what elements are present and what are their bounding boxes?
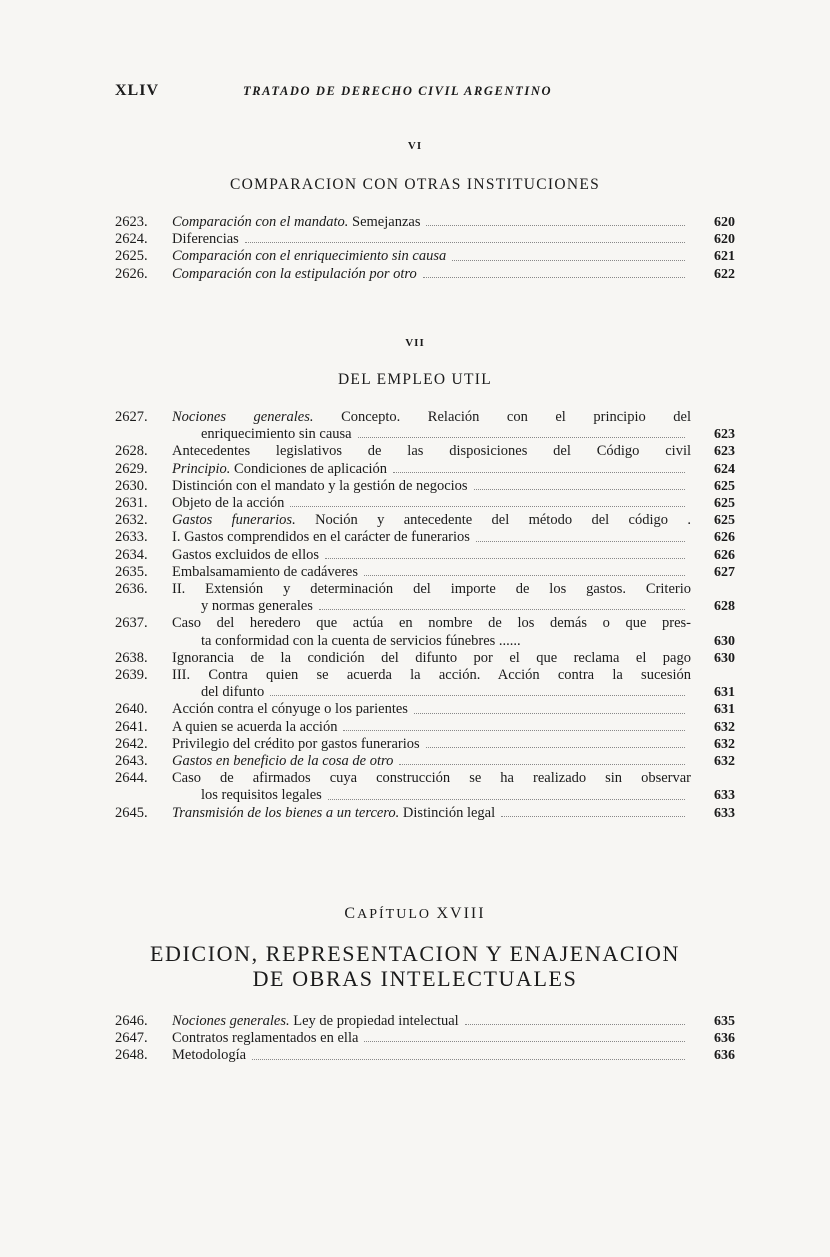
- entry-title: [172, 443, 691, 459]
- entry-text: [172, 529, 691, 546]
- leader-dots: [501, 805, 685, 817]
- page-ref: 623: [714, 444, 735, 460]
- entry-title-part: Antecedentes legislativos de las disposiciones del Código civil: [172, 443, 691, 460]
- entry-title-part: Embalsamamiento de cadáveres: [172, 563, 359, 580]
- toc-entry: [115, 409, 735, 443]
- toc-entry: [115, 564, 735, 581]
- page-ref: 631: [714, 702, 735, 718]
- page-ref: 625: [714, 513, 735, 529]
- entry-title: [172, 736, 420, 753]
- page-ref: 632: [714, 736, 735, 752]
- page-ref: 620: [714, 232, 735, 248]
- entry-text: [172, 615, 691, 632]
- entry-number: 2625.: [115, 248, 148, 265]
- entry-number: 2630.: [115, 477, 148, 494]
- entry-text-continued: [201, 426, 691, 443]
- entry-title: [172, 719, 337, 736]
- entry-title-continued: del difunto: [201, 684, 265, 701]
- entry-title-part: Gastos en beneficio de la cosa de otro: [172, 753, 394, 770]
- entry-title: [172, 1030, 358, 1047]
- toc-entry: [115, 266, 735, 283]
- page-ref: 627: [714, 564, 735, 580]
- entry-number: 2628.: [115, 443, 148, 460]
- entry-number: 2629.: [115, 460, 148, 477]
- entry-number: 2636.: [115, 581, 148, 598]
- toc-entry: [115, 701, 735, 718]
- entry-title: [172, 650, 691, 666]
- toc-entry: [115, 512, 735, 529]
- entry-number: 2648.: [115, 1047, 148, 1064]
- entry-title-part: Acción contra el cónyuge o los parientes: [172, 701, 408, 718]
- toc-entry: [115, 495, 735, 512]
- entry-number: 2627.: [115, 409, 148, 425]
- page-ref: 621: [714, 249, 735, 265]
- entry-title-part: Ignorancia de la condición del difunto por el que reclama el pago: [172, 649, 691, 666]
- section-title: COMPARACION CON OTRAS INSTITUCIONES: [229, 176, 601, 193]
- entry-title: [172, 231, 239, 248]
- entry-title: [172, 1047, 246, 1064]
- toc-entry: [115, 736, 735, 753]
- toc-entry: [115, 615, 735, 649]
- entry-title: [172, 701, 408, 718]
- entry-title-part: II. Extensión y determinación del importe de los gastos. Criterio: [172, 581, 691, 598]
- section-number: VI: [407, 140, 423, 152]
- page-ref: 624: [714, 461, 735, 477]
- entry-number: 2645.: [115, 804, 148, 821]
- entry-title-part: Distinción legal: [399, 804, 496, 821]
- toc-list: [115, 214, 735, 283]
- page-ref: 633: [714, 788, 735, 804]
- entry-text: [172, 805, 691, 822]
- toc-entry: [115, 529, 735, 546]
- toc-entry: [115, 581, 735, 615]
- page-ref: 620: [714, 215, 735, 230]
- entry-text: [172, 719, 691, 736]
- leader-dots: [290, 495, 685, 507]
- entry-title: [172, 461, 387, 478]
- toc-entry: [115, 1013, 735, 1030]
- section-number: VII: [405, 337, 425, 349]
- page-ref: 625: [714, 496, 735, 512]
- entry-number: 2626.: [115, 265, 148, 282]
- entry-text: [172, 248, 691, 265]
- entry-text: [172, 231, 691, 248]
- toc-list: [115, 409, 735, 822]
- entry-text: [172, 701, 691, 718]
- entry-text: [172, 1013, 691, 1030]
- entry-text: [172, 650, 691, 667]
- entry-title: [172, 529, 470, 546]
- entry-number: 2647.: [115, 1030, 148, 1047]
- leader-dots: [358, 426, 685, 438]
- page-ref: 632: [714, 719, 735, 735]
- toc-entry: [115, 461, 735, 478]
- page-ref: 630: [714, 633, 735, 649]
- entry-title: [172, 409, 691, 425]
- entry-title-part: Gastos excluidos de ellos: [172, 546, 319, 563]
- entry-number: 2624.: [115, 231, 148, 248]
- toc-entry: [115, 770, 735, 804]
- entry-title-part: Contratos reglamentados en ella: [172, 1030, 359, 1047]
- entry-title-part: A quien se acuerda la acción: [172, 718, 338, 735]
- entry-title-part: Distinción con el mandato y la gestión de negocios: [172, 477, 468, 494]
- leader-dots: [252, 1047, 685, 1059]
- entry-text: [172, 443, 691, 460]
- entry-title-part: Caso de afirmados cuya construcción se ha realizado sin observar: [172, 770, 691, 787]
- entry-title-part: Comparación con la estipulación por otro: [172, 265, 417, 282]
- toc-entry: [115, 248, 735, 265]
- entry-number: 2642.: [115, 735, 148, 752]
- entry-title-part: Ley de propiedad intelectual: [289, 1013, 459, 1029]
- page-ref: 636: [714, 1048, 735, 1064]
- toc-entry: [115, 214, 735, 231]
- entry-text: [172, 461, 691, 478]
- leader-dots: [414, 701, 685, 713]
- entry-text: [172, 770, 691, 787]
- entry-text: [172, 1030, 691, 1047]
- entry-title-part: Comparación con el enriquecimiento sin causa: [172, 248, 447, 265]
- page-ref: 625: [714, 478, 735, 494]
- page-ref: 630: [714, 650, 735, 666]
- entry-number: 2631.: [115, 495, 148, 512]
- page-ref: 633: [714, 805, 735, 821]
- entry-text: [172, 512, 691, 529]
- entry-number: 2637.: [115, 615, 148, 632]
- leader-dots: [423, 266, 685, 278]
- chapter-title: EDICION, REPRESENTACION Y ENAJENACION: [149, 941, 680, 966]
- leader-dots: [245, 231, 685, 243]
- toc-entry: [115, 1030, 735, 1047]
- entry-title: [172, 478, 468, 495]
- entry-title-continued: ta conformidad con la cuenta de servicios fúnebres ......: [201, 632, 521, 649]
- entry-title-part: Nociones generales.: [172, 1013, 290, 1029]
- entry-title: [172, 248, 446, 265]
- page-ref: 623: [714, 427, 735, 443]
- entry-title: [172, 564, 358, 581]
- toc-entry: [115, 753, 735, 770]
- entry-title-part: Principio.: [172, 460, 231, 477]
- leader-dots: [452, 248, 685, 260]
- entry-title-part: Objeto de la acción: [172, 495, 285, 512]
- entry-title-part: Semejanzas: [348, 214, 421, 230]
- leader-dots: [270, 684, 685, 696]
- entry-title-part: Concepto. Relación con el principio del: [313, 409, 691, 425]
- page-ref: 628: [714, 599, 735, 615]
- entry-title: [172, 667, 691, 683]
- entry-text: [172, 581, 691, 598]
- leader-dots: [343, 719, 685, 731]
- entry-number: 2640.: [115, 701, 148, 718]
- entry-title-continued: los requisitos legales: [201, 787, 322, 804]
- running-title: TRATADO DE DERECHO CIVIL ARGENTINO: [243, 84, 553, 98]
- entry-number: 2638.: [115, 649, 148, 666]
- entry-text-continued: [201, 633, 691, 650]
- leader-dots: [393, 461, 685, 473]
- leader-dots: [465, 1013, 685, 1025]
- entry-title: [172, 615, 691, 631]
- entry-number: 2644.: [115, 770, 148, 787]
- leader-dots: [325, 547, 685, 559]
- toc-entry: [115, 547, 735, 564]
- toc-entry: [115, 231, 735, 248]
- leader-dots: [474, 478, 685, 490]
- entry-title-continued: y normas generales: [201, 598, 313, 615]
- entry-title-continued: enriquecimiento sin causa: [201, 426, 352, 443]
- entry-text: [172, 753, 691, 770]
- entry-text: [172, 478, 691, 495]
- entry-title: [172, 266, 417, 283]
- entry-text: [172, 547, 691, 564]
- page-number: XLIV: [115, 82, 160, 99]
- leader-dots: [364, 1030, 685, 1042]
- entry-text-continued: [201, 598, 691, 615]
- chapter-label: CAPÍTULO XVIII: [344, 905, 486, 922]
- entry-text: [172, 1047, 691, 1064]
- entry-text: [172, 409, 691, 426]
- entry-number: 2634.: [115, 546, 148, 563]
- page-ref: 635: [714, 1014, 735, 1029]
- entry-title-part: I. Gastos comprendidos en el carácter de funerarios: [172, 529, 470, 546]
- leader-dots: [476, 529, 685, 541]
- entry-number: 2632.: [115, 512, 148, 529]
- entry-title-part: Comparación con el mandato.: [172, 214, 349, 230]
- entry-text: [172, 564, 691, 581]
- entry-title-part: Nociones generales.: [172, 409, 314, 425]
- entry-title: [172, 512, 691, 528]
- leader-dots: [328, 787, 685, 799]
- entry-text: [172, 667, 691, 684]
- page-ref: 636: [714, 1031, 735, 1047]
- entry-title-part: Metodología: [172, 1047, 247, 1064]
- entry-title: [172, 753, 393, 770]
- entry-title-part: Diferencias: [172, 231, 239, 248]
- toc-entry: [115, 805, 735, 822]
- entry-title-part: Caso del heredero que actúa en nombre de los demás o que pres-: [172, 615, 691, 632]
- toc-entry: [115, 478, 735, 495]
- entry-text: [172, 266, 691, 283]
- entry-title: [172, 770, 691, 786]
- entry-text-continued: [201, 684, 691, 701]
- entry-title: [172, 805, 495, 822]
- entry-title: [172, 214, 420, 231]
- entry-number: 2623.: [115, 214, 148, 230]
- entry-text: [172, 495, 691, 512]
- entry-number: 2635.: [115, 563, 148, 580]
- entry-title-part: Noción y antecedente del método del código .: [295, 512, 691, 529]
- entry-title: [172, 547, 319, 564]
- page-ref: 626: [714, 547, 735, 563]
- entry-title: [172, 581, 691, 597]
- entry-number: 2639.: [115, 667, 148, 684]
- toc-entry: [115, 667, 735, 701]
- entry-number: 2633.: [115, 529, 148, 546]
- entry-title-part: Condiciones de aplicación: [230, 460, 388, 477]
- entry-text: [172, 736, 691, 753]
- leader-dots: [426, 214, 685, 226]
- toc-entry: [115, 650, 735, 667]
- leader-dots: [319, 598, 685, 610]
- entry-title-part: Privilegio del crédito por gastos funerarios: [172, 735, 420, 752]
- entry-title-part: III. Contra quien se acuerda la acción. Acción contra la sucesión: [172, 667, 691, 684]
- entry-title-part: Transmisión de los bienes a un tercero.: [172, 804, 400, 821]
- entry-number: 2641.: [115, 718, 148, 735]
- page-ref: 631: [714, 685, 735, 701]
- entry-text: [172, 214, 691, 231]
- toc-entry: [115, 719, 735, 736]
- leader-dots: [364, 564, 685, 576]
- entry-number: 2643.: [115, 753, 148, 770]
- running-header: [115, 82, 735, 104]
- entry-number: 2646.: [115, 1013, 148, 1029]
- toc-list: [115, 1013, 735, 1065]
- entry-text-continued: [201, 787, 691, 804]
- chapter-title: DE OBRAS INTELECTUALES: [252, 966, 578, 991]
- entry-title-part: Gastos funerarios.: [172, 512, 296, 529]
- entry-title: [172, 1013, 459, 1030]
- page-ref: 622: [714, 266, 735, 282]
- page-ref: 626: [714, 530, 735, 546]
- page-ref: 632: [714, 754, 735, 770]
- toc-entry: [115, 1047, 735, 1064]
- section-title: DEL EMPLEO UTIL: [337, 371, 493, 388]
- leader-dots: [399, 753, 685, 765]
- entry-title: [172, 495, 284, 512]
- leader-dots: [426, 736, 685, 748]
- toc-entry: [115, 443, 735, 460]
